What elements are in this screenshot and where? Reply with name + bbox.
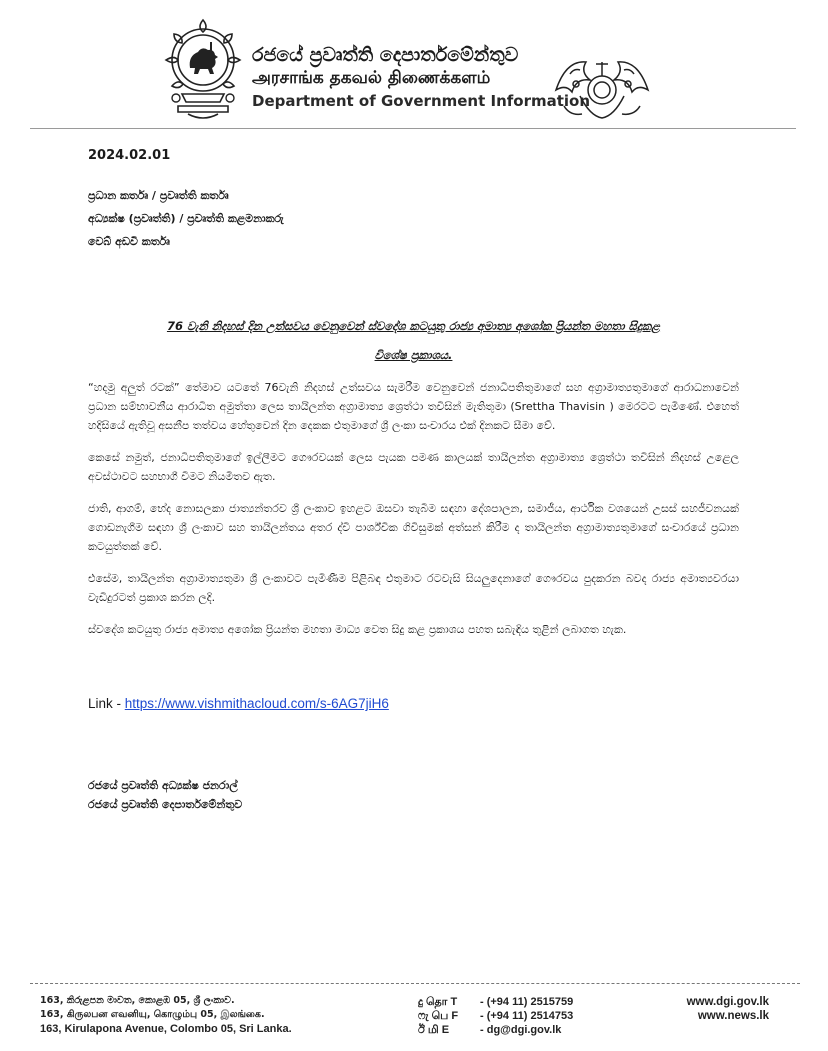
statement-title-line-1: 76 වැනි නිදහස් දින උත්සවය වෙනුවෙන් ස්වදේශ කටයුතු රාජ්‍ය අමාත්‍ය අශෝක ප්‍රියන්ත මහතා සිදුකළ bbox=[166, 319, 661, 333]
recipient-line: වෙබ් අඩවි කර්තෘ bbox=[88, 235, 170, 248]
body-paragraph: “හදමු අලුත් රටක්” තේමාව යටතේ 76වැනි නිදහස් උත්සවය සැමරීම වෙනුවෙන් ජනාධිපතිතුමාගේ සහ අග්‍රාමාත්‍යතුමාගේ ආරාධනාවෙන් ප්‍රධාන සම්භාවනීය ආරාධිත අමුත්තා ලෙස තායිලන්ත අග්‍රාමාත්‍ය ශ්‍රෙත්ථා තවිසින් මැතිතුමා (Srettha Thavisin ) මෙරටට පැමිණේ. එහෙත් හදිසියේ ඇතිවූ අසනීප තත්වය හේතුවෙන් දින දෙකක එතුමාගේ ශ්‍රී ලංකා සංචාරය එක් දිනකට සීමා වේ. bbox=[88, 381, 739, 432]
signature-department: රජයේ ප්‍රවෘත්ති දෙපාර්තමේන්තුව bbox=[88, 798, 243, 811]
letterhead bbox=[0, 0, 828, 132]
signature-block bbox=[88, 776, 242, 814]
address-sinhala: 163, කිරුළපන මාවත, කොළඹ 05, ශ්‍රී ලංකාව. bbox=[40, 995, 235, 1006]
org-name-english: Department of Government Information bbox=[252, 92, 591, 110]
recipients-list bbox=[88, 184, 284, 253]
footer-contacts bbox=[418, 995, 573, 1037]
department-seal-icon bbox=[550, 50, 654, 124]
footer-divider bbox=[30, 983, 800, 984]
statement-body bbox=[88, 378, 739, 652]
footer-websites bbox=[687, 995, 769, 1023]
national-emblem-icon bbox=[160, 14, 246, 122]
recipient-line: ප්‍රධාන කර්තෘ / ප්‍රවෘත්ති කර්තෘ bbox=[88, 189, 229, 202]
body-paragraph: කෙසේ නමුත්, ජනාධිපතිතුමාගේ ඉල්ලීමට ගෞරවයක් ලෙස පැයක පමණ කාලයක් තායිලන්ත අග්‍රාමාත්‍ය ශ්‍රෙත්ථා තවිසින් නිදහස් උළෙල අවස්ථාවට සහභාගී වීමට නියමිතව ඇත. bbox=[88, 451, 739, 483]
document-date: 2024.02.01 bbox=[88, 148, 171, 163]
contact-label: ඊ மி E bbox=[418, 1024, 450, 1036]
contact-value: - (+94 11) 2515759 bbox=[480, 996, 574, 1008]
website-link[interactable]: www.news.lk bbox=[697, 1010, 769, 1022]
link-line bbox=[88, 696, 389, 711]
org-name-block bbox=[252, 44, 590, 111]
contact-phone bbox=[418, 995, 573, 1009]
statement-title-line-2: විශේෂ ප්‍රකාශය. bbox=[374, 348, 453, 362]
contact-label: ෆැ பெ F bbox=[418, 1010, 459, 1022]
website-link[interactable]: www.dgi.gov.lk bbox=[686, 996, 769, 1008]
contact-value: - dg@dgi.gov.lk bbox=[480, 1024, 562, 1036]
contact-email bbox=[418, 1023, 573, 1037]
address-english: 163, Kirulapona Avenue, Colombo 05, Sri Lanka. bbox=[40, 1023, 292, 1035]
org-name-sinhala: රජයේ ප්‍රවෘත්ති දෙපාර්තමේන්තුව bbox=[252, 44, 519, 66]
signature-title: රජයේ ප්‍රවෘත්ති අධ්‍යක්ෂ ජනරාල් bbox=[88, 779, 238, 792]
footer-address bbox=[40, 994, 292, 1036]
contact-label: දු தொ T bbox=[418, 996, 458, 1008]
address-tamil: 163, கிருலபன எவனியு, கொழும்பு 05, இலங்கை. bbox=[40, 1009, 265, 1020]
contact-value: - (+94 11) 2514753 bbox=[480, 1010, 574, 1022]
org-name-tamil: அரசாங்க தகவல் திணைக்களம் bbox=[252, 68, 491, 88]
body-paragraph: එසේම, තායිලන්ත අග්‍රාමාත්‍යතුමා ශ්‍රී ලංකාවට පැමිණීම පිළිබඳ එතුමාට රටවැසි සියලුදෙනාගේ ගෞරවය පුදකරන බවද රාජ්‍ය අමාත්‍යවරයා වැඩිදුරටත් ප්‍රකාශ කරන ලදි. bbox=[88, 572, 739, 604]
recipient-line: අධ්‍යක්ෂ (ප්‍රවෘත්ති) / ප්‍රවෘත්ති කළමනාකරු bbox=[88, 212, 284, 225]
header-divider bbox=[30, 128, 796, 129]
body-paragraph: ජාති, ආගම්, භේද නොසලකා ජාත්‍යන්තරව ශ්‍රී ලංකාව ඉහළට ඔසවා තැබීම සඳහා දේශපාලන, සමාජීය, ආර්ථික වශයෙන් උසස් සහජීවනයක් ගොඩනැගීම සඳහා ශ්‍රී ලංකාව සහ තායිලන්තය අතර ද්වි පාර්ශ්වික ගිවිසුමක් අත්සන් කිරීම ද තායිලන්ත අග්‍රාමාත්‍යතුමාගේ සංචාරයේ ප්‍රධාන කටයුත්තක් වේ. bbox=[88, 502, 739, 553]
body-paragraph: ස්වදේශ කටයුතු රාජ්‍ය අමාත්‍ය අශෝක ප්‍රියන්ත මහතා මාධ්‍ය වෙත සිදු කළ ප්‍රකාශය පහත සබැඳිය තුළින් ලබාගත හැක. bbox=[88, 623, 627, 636]
contact-fax bbox=[418, 1009, 573, 1023]
statement-title bbox=[88, 312, 739, 370]
link-label: Link - bbox=[88, 696, 125, 711]
statement-link[interactable]: https://www.vishmithacloud.com/s-6AG7jiH6 bbox=[124, 696, 389, 711]
